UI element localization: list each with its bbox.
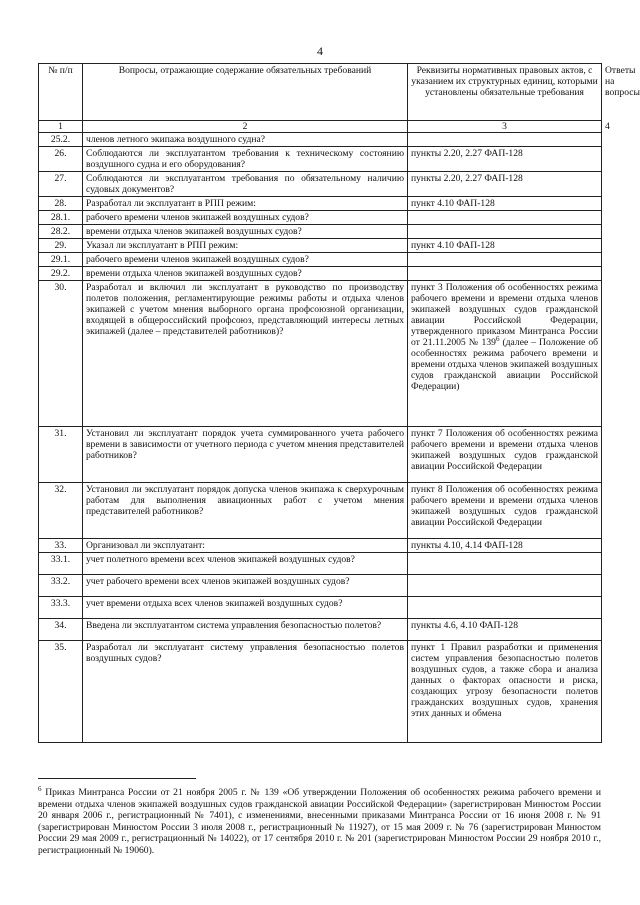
row-requisites (408, 225, 602, 239)
row-requisites: пункты 2.20, 2.27 ФАП-128 (408, 147, 602, 172)
row-number: 28.2. (39, 225, 83, 239)
row-number: 33. (39, 539, 83, 553)
row-requisites: пункт 7 Положения об особенностях режима рабочего времени и времени отдыха членов экипажей воздушных судов гражданской авиации Российской Федерации (408, 427, 602, 483)
row-question: учет рабочего времени всех членов экипажей воздушных судов? (83, 575, 408, 597)
row-number: 35. (39, 641, 83, 743)
row-question: времени отдыха членов экипажей воздушных судов? (83, 225, 408, 239)
row-number: 27. (39, 172, 83, 197)
row-number: 29. (39, 239, 83, 253)
table-row (39, 597, 602, 619)
row-requisites: пункты 4.10, 4.14 ФАП-128 (408, 539, 602, 553)
column-number-1: 1 (39, 121, 83, 133)
column-number-2: 2 (83, 121, 408, 133)
table-row (39, 427, 602, 483)
row-question: Соблюдаются ли эксплуатантом требования к техническому состоянию воздушного судна и его оборудования? (83, 147, 408, 172)
row-number: 28. (39, 197, 83, 211)
footnote-text: Приказ Минтранса России от 21 ноября 2005 г. № 139 «Об утверждении Положения об особенностях режима рабочего времени и времени отдыха членов экипажей воздушных судов гражданской авиации Российской Федерации» (зарегистрирован Минюстом России 20 января 2006 г., регистрационный № 7401), с изменениями, внесенными приказами Минтранса России от 16 июня 2008 г. № 91 (зарегистрирован Минюстом России 3 июля 2008 г., регистрационный № 11927), от 15 мая 2009 г. № 76 (зарегистрирован Минюстом России 29 мая 2009 г., регистрационный № 14022), от 17 сентября 2010 г. № 201 (зарегистрирован Минюстом России 29 ноября 2010 г., регистрационный № 19060). (38, 787, 601, 856)
row-question: Введена ли эксплуатантом система управления безопасностью полетов? (83, 619, 408, 641)
row-requisites (408, 597, 602, 619)
row-number: 25.2. (39, 133, 83, 147)
row-requisites: пункт 8 Положения об особенностях режима рабочего времени и времени отдыха членов экипажей воздушных судов гражданской авиации Российской Федерации (408, 483, 602, 539)
requisites-text: пункт 3 Положения об особенностях режима рабочего времени и времени отдыха членов экипажей воздушных судов гражданской авиации Российской Федерации, утвержденного приказом Минтранса России от 21.11.2005 № 139 (411, 282, 598, 348)
row-requisites (408, 211, 602, 225)
table-row (39, 553, 602, 575)
table-row (39, 197, 602, 211)
row-requisites (408, 267, 602, 281)
column-number-3: 3 (408, 121, 602, 133)
row-question: членов летного экипажа воздушного судна? (83, 133, 408, 147)
row-number: 31. (39, 427, 83, 483)
row-number: 26. (39, 147, 83, 172)
row-number: 32. (39, 483, 83, 539)
column-number-row: 1 2 3 4 (39, 121, 602, 133)
row-number: 34. (39, 619, 83, 641)
table-row (39, 211, 602, 225)
table-row (39, 641, 602, 743)
row-requisites (408, 281, 602, 427)
requirements-table (38, 63, 640, 743)
table-row (39, 239, 602, 253)
table-header-row: № п/п Вопросы, отражающие содержание обязательных требований Реквизиты нормативных правовых актов, с указанием их структурных единиц, которыми установлены обязательные требования Ответы на вопросы (39, 64, 602, 121)
row-number: 29.2. (39, 267, 83, 281)
footnote-separator (38, 778, 196, 779)
header-requisites: Реквизиты нормативных правовых актов, с указанием их структурных единиц, которыми установлены обязательные требования (408, 64, 602, 121)
row-question: Организовал ли эксплуатант: (83, 539, 408, 553)
row-requisites: пункт 4.10 ФАП-128 (408, 239, 602, 253)
row-requisites: пункты 2.20, 2.27 ФАП-128 (408, 172, 602, 197)
row-question: времени отдыха членов экипажей воздушных судов? (83, 267, 408, 281)
row-question: Разработал ли эксплуатант в РПП режим: (83, 197, 408, 211)
row-requisites (408, 253, 602, 267)
row-question: Установил ли эксплуатант порядок допуска членов экипажа к сверхурочным работам для выполнения авиационных работ с учетом мнения представителей работников? (83, 483, 408, 539)
row-number: 28.1. (39, 211, 83, 225)
table-row (39, 619, 602, 641)
row-question: учет полетного времени всех членов экипажей воздушных судов? (83, 553, 408, 575)
requisites-text-continued: (далее – Положение об особенностях режима рабочего времени и времени отдыха членов экипажей воздушных судов гражданской авиации Российской Федерации) (411, 337, 598, 392)
row-requisites (408, 575, 602, 597)
row-question: учет времени отдыха всех членов экипажей воздушных судов? (83, 597, 408, 619)
table-row (39, 575, 602, 597)
row-question: рабочего времени членов экипажей воздушных судов? (83, 211, 408, 225)
row-requisites: пункт 1 Правил разработки и применения систем управления безопасностью полетов воздушных судов, а также сбора и анализа данных о факторах опасности и риска, создающих угрозу безопасности полетов гражданских воздушных судов, хранения этих данных и обмена (408, 641, 602, 743)
row-question: рабочего времени членов экипажей воздушных судов? (83, 253, 408, 267)
footnote-mark: 6 (38, 784, 42, 793)
table-row (39, 267, 602, 281)
row-requisites (408, 133, 602, 147)
row-requisites (408, 553, 602, 575)
row-number: 30. (39, 281, 83, 427)
row-question: Разработал и включил ли эксплуатант в руководство по производству полетов положения, регламентирующие режимы работы и отдыха членов экипажей с учетом мнения выборного органа профсоюзной организации, входящей в общероссийский профсоюз, представляющий интересы летных экипажей (далее – представителей работников)? (83, 281, 408, 427)
table-row (39, 225, 602, 239)
row-question: Установил ли эксплуатант порядок учета суммированного учета рабочего времени в зависимости от учетного периода с учетом мнения представителей работников? (83, 427, 408, 483)
row-number: 33.1. (39, 553, 83, 575)
page-number: 4 (317, 44, 323, 58)
row-question: Указал ли эксплуатант в РПП режим: (83, 239, 408, 253)
header-questions: Вопросы, отражающие содержание обязательных требований (83, 64, 408, 121)
row-requisites: пункты 4.6, 4.10 ФАП-128 (408, 619, 602, 641)
header-number: № п/п (39, 64, 83, 121)
table-row (39, 172, 602, 197)
table-row (39, 483, 602, 539)
row-number: 29.1. (39, 253, 83, 267)
table-row (39, 281, 602, 427)
row-number: 33.2. (39, 575, 83, 597)
footnote (38, 784, 601, 856)
row-requisites: пункт 4.10 ФАП-128 (408, 197, 602, 211)
row-question: Разработал ли эксплуатант систему управления безопасностью полетов воздушных судов? (83, 641, 408, 743)
table-row (39, 253, 602, 267)
footnote-reference: 6 (495, 334, 500, 343)
row-question: Соблюдаются ли эксплуатантом требования по обязательному наличию судовых документов? (83, 172, 408, 197)
table-row (39, 539, 602, 553)
row-number: 33.3. (39, 597, 83, 619)
table-row (39, 147, 602, 172)
table-row (39, 133, 602, 147)
